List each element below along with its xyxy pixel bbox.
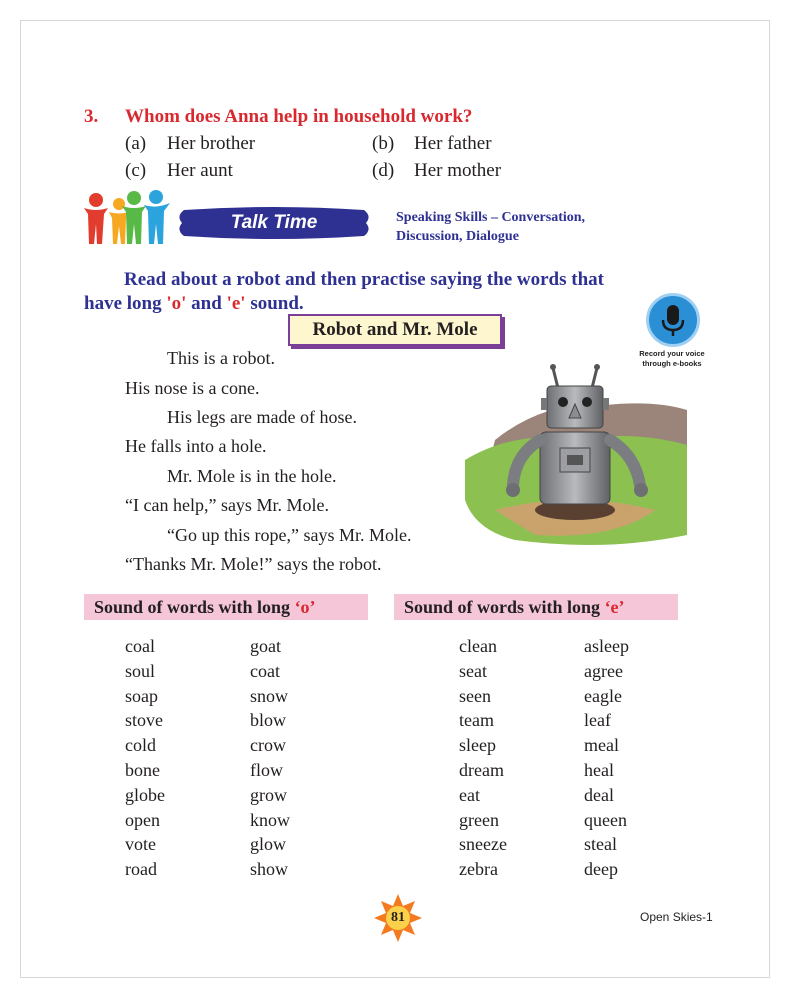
record-note-line: through e-books [642, 359, 702, 368]
word-item: grow [250, 784, 287, 805]
word-item: stove [125, 710, 163, 731]
option-text: Her brother [167, 133, 256, 154]
word-item: meal [584, 735, 619, 756]
word-item: deep [584, 859, 618, 880]
word-item: crow [250, 735, 286, 756]
option-text: Her father [414, 133, 492, 154]
word-item: bone [125, 760, 160, 780]
option-b [372, 133, 492, 155]
word-item: blow [250, 710, 286, 731]
word-item: coal [125, 636, 155, 656]
word-item: soap [125, 685, 158, 706]
word-item: open [125, 809, 160, 830]
instruction-line: have long 'o' and 'e' sound. [84, 293, 304, 314]
word-item: seen [459, 685, 491, 706]
long-o-heading: Sound of words with long ‘o’ [84, 594, 368, 620]
skills-description [396, 208, 585, 246]
word-item: show [250, 859, 289, 880]
word-item: heal [584, 760, 614, 780]
word-item: dream [459, 760, 504, 780]
option-a [125, 133, 255, 155]
poem-line: His legs are made of hose. [167, 407, 357, 427]
word-item: seat [459, 660, 487, 681]
word-item: queen [584, 809, 627, 830]
question-text: Whom does Anna help in household work? [125, 106, 473, 127]
option-d [372, 160, 501, 182]
option-letter: (d) [372, 160, 395, 181]
poem-line: He falls into a hole. [125, 436, 267, 456]
poem-title: Robot and Mr. Mole [288, 314, 502, 346]
skills-line: Speaking Skills – Conversation, [396, 210, 586, 225]
word-item: sleep [459, 735, 496, 756]
poem-line: Mr. Mole is in the hole. [167, 466, 337, 486]
record-note-line: Record your voice [639, 349, 705, 358]
option-text: Her mother [414, 160, 502, 181]
word-item: glow [250, 834, 286, 855]
long-e-heading: Sound of words with long ‘e’ [394, 594, 678, 620]
word-item: deal [584, 784, 614, 805]
word-item: eat [459, 784, 480, 805]
word-item: road [125, 859, 157, 880]
option-c [125, 160, 233, 182]
option-letter: (c) [125, 160, 147, 181]
word-item: soul [125, 660, 156, 681]
book-title: Open Skies-1 [640, 910, 713, 924]
word-item: team [459, 710, 494, 731]
poem-line: This is a robot. [167, 348, 275, 368]
word-item: snow [250, 685, 289, 706]
word-item: know [250, 809, 290, 830]
people-group-icon [82, 190, 172, 246]
option-text: Her aunt [167, 160, 233, 181]
word-item: clean [459, 636, 497, 656]
word-item: coat [250, 660, 280, 681]
instruction-line: Read about a robot and then practise saying the words that [124, 269, 604, 290]
word-item: flow [250, 760, 283, 780]
word-item: cold [125, 735, 156, 756]
word-item: steal [584, 834, 617, 855]
instruction [84, 268, 710, 316]
poem-line: “Thanks Mr. Mole!” says the robot. [125, 554, 382, 574]
word-item: sneeze [459, 834, 507, 855]
microphone-icon [649, 296, 697, 344]
poem-line: His nose is a cone. [125, 378, 260, 398]
page-number: 81 [391, 910, 405, 925]
record-voice-button[interactable] [646, 293, 700, 347]
word-item: agree [584, 660, 623, 681]
word-item: leaf [584, 710, 611, 731]
word-item: zebra [459, 859, 498, 880]
poem-line: “I can help,” says Mr. Mole. [125, 495, 329, 515]
poem-line: “Go up this rope,” says Mr. Mole. [167, 525, 412, 545]
word-item: vote [125, 834, 156, 855]
word-item: green [459, 809, 499, 830]
word-item: asleep [584, 636, 629, 656]
option-letter: (b) [372, 133, 395, 154]
question-number: 3. [84, 106, 99, 127]
word-item: globe [125, 784, 165, 805]
skills-line: Discussion, Dialogue [396, 229, 519, 244]
option-letter: (a) [125, 133, 147, 154]
robot-illustration [455, 360, 690, 550]
word-item: eagle [584, 685, 622, 706]
talk-time-label: Talk Time [230, 212, 318, 233]
word-item: goat [250, 636, 281, 656]
